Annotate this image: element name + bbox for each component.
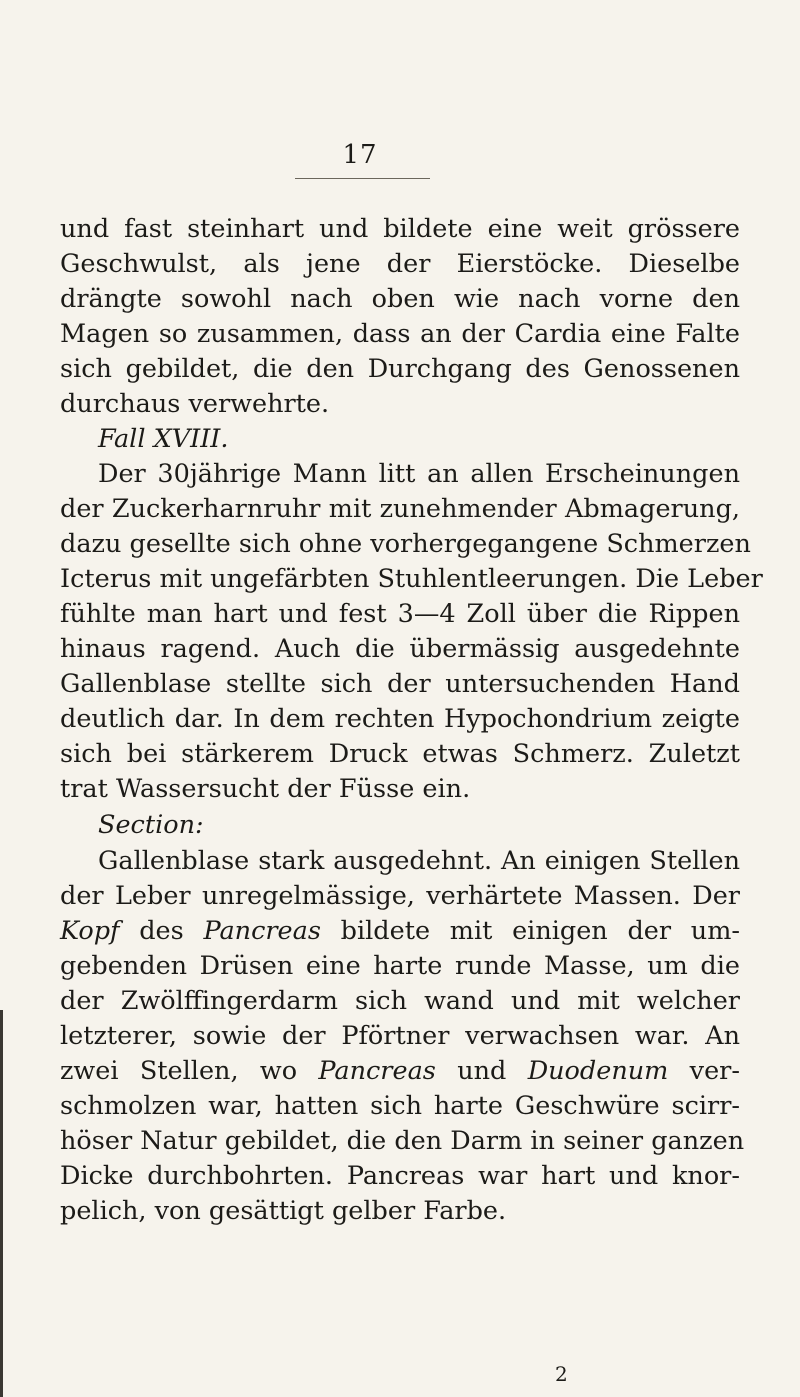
section-heading: Section: (98, 810, 204, 840)
italic-term: Pancreas (318, 1056, 436, 1086)
text-line: höser Natur gebildet, die den Darm in seiner ganzen (60, 1126, 745, 1156)
text-line: pelich, von gesättigt gelber Farbe. (60, 1196, 507, 1226)
text-line: sich gebildet, die den Durchgang des Genossenen (60, 354, 740, 384)
header-rule (295, 178, 430, 179)
italic-term: Kopf (60, 916, 120, 946)
text-line: letzterer, sowie der Pförtner verwachsen war. An (60, 1021, 740, 1051)
signature-mark: 2 (555, 1362, 568, 1386)
italic-term: Duodenum (527, 1056, 669, 1086)
text-run: und (435, 1056, 528, 1086)
text-line: der Zwölffingerdarm sich wand und mit welcher (60, 986, 740, 1016)
page-number: 17 (342, 140, 378, 170)
text-line: durchaus verwehrte. (60, 389, 330, 419)
text-line: schmolzen war, hatten sich harte Geschwüre scirr- (60, 1091, 740, 1121)
text-line: und fast steinhart und bildete eine weit grössere (60, 214, 740, 244)
text-line: drängte sowohl nach oben wie nach vorne den (60, 284, 740, 314)
text-line: der Zuckerharnruhr mit zunehmender Abmagerung, (60, 494, 740, 524)
text-line: deutlich dar. In dem rechten Hypochondrium zeigte (60, 704, 740, 734)
text-line: hinaus ragend. Auch die übermässig ausgedehnte (60, 634, 740, 664)
text-line (60, 914, 740, 949)
text-line: Icterus mit ungefärbten Stuhlentleerungen. Die Leber (60, 564, 763, 594)
text-line: gebenden Drüsen eine harte runde Masse, um die (60, 951, 740, 981)
text-run: ver- (668, 1056, 740, 1086)
text-run: des (119, 916, 204, 946)
text-line: sich bei stärkerem Druck etwas Schmerz. Zuletzt (60, 739, 740, 769)
text-line: fühlte man hart und fest 3—4 Zoll über die Rippen (60, 599, 740, 629)
text-line (60, 1054, 740, 1089)
text-line: trat Wassersucht der Füsse ein. (60, 774, 471, 804)
text-line: Gallenblase stark ausgedehnt. An einigen Stellen (98, 846, 740, 876)
text-line: Geschwulst, als jene der Eierstöcke. Dieselbe (60, 249, 740, 279)
case-heading: Fall XVIII. (98, 424, 229, 454)
text-line: dazu gesellte sich ohne vorhergegangene Schmerzen (60, 529, 751, 559)
text-line: Magen so zusammen, dass an der Cardia eine Falte (60, 319, 740, 349)
text-line: Gallenblase stellte sich der untersuchenden Hand (60, 669, 740, 699)
text-line: Der 30jährige Mann litt an allen Erscheinungen (98, 459, 740, 489)
text-run: bildete mit einigen der um- (320, 916, 741, 946)
page-edge-shadow (0, 1010, 3, 1397)
text-line: der Leber unregelmässige, verhärtete Massen. Der (60, 881, 740, 911)
italic-term: Pancreas (203, 916, 321, 946)
text-run: zwei Stellen, wo (60, 1056, 319, 1086)
text-line: Dicke durchbohrten. Pancreas war hart und knor- (60, 1161, 740, 1191)
